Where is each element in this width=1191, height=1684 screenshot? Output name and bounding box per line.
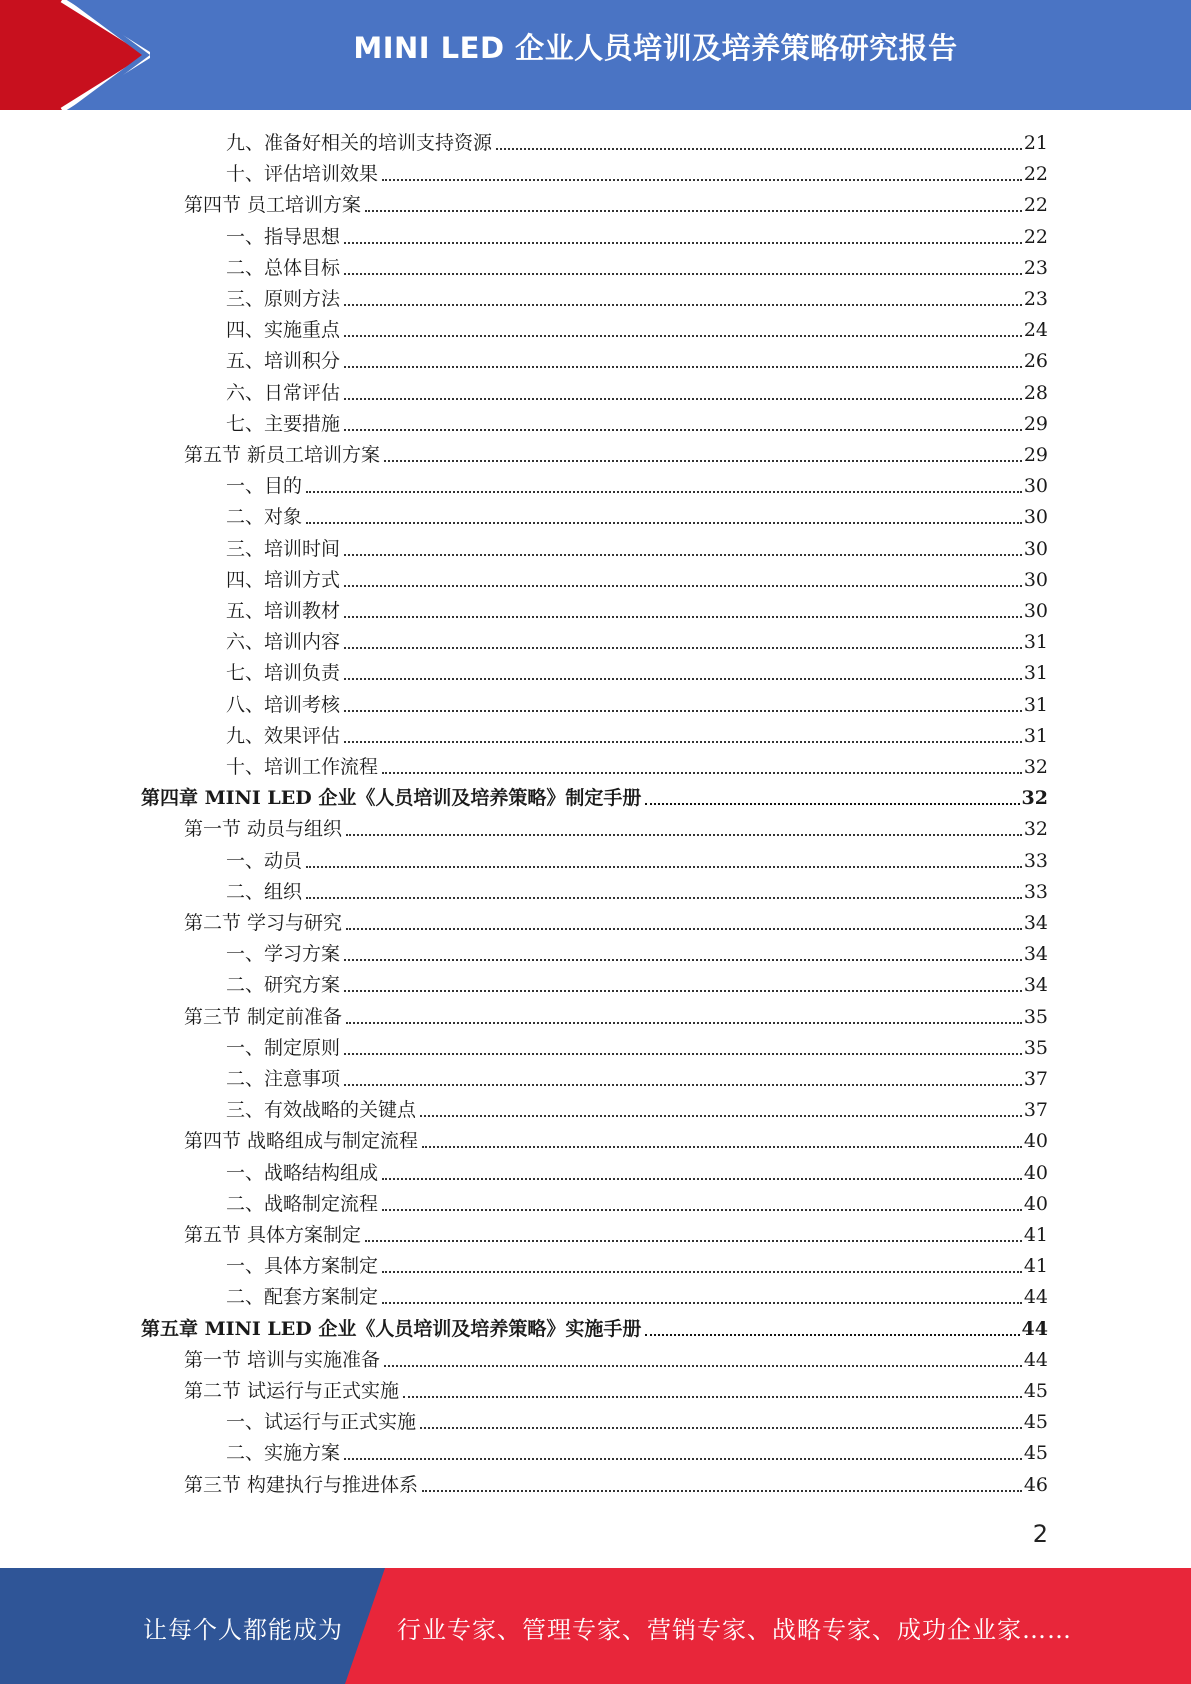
- toc-entry-label: 第一节 动员与组织: [184, 818, 343, 841]
- toc-dot-leader: [346, 928, 1022, 930]
- toc-entry-page: 37: [1023, 1068, 1048, 1090]
- toc-section-entry[interactable]: [184, 1344, 1048, 1372]
- toc-entry-label: 一、试运行与正式实施: [226, 1411, 417, 1434]
- toc-entry-page: 31: [1023, 631, 1048, 654]
- toc-section-entry[interactable]: [184, 1375, 1048, 1403]
- toc-subsection-entry[interactable]: [226, 377, 1048, 405]
- toc-entry-label: 六、培训内容: [226, 631, 341, 654]
- toc-dot-leader: [344, 242, 1022, 244]
- toc-entry-label: 第二节 试运行与正式实施: [184, 1380, 400, 1402]
- toc-entry-label: 一、具体方案制定: [226, 1255, 379, 1278]
- page-header: [0, 0, 1191, 110]
- toc-dot-leader: [365, 1240, 1022, 1242]
- toc-dot-leader: [403, 1396, 1022, 1398]
- toc-dot-leader: [382, 179, 1022, 181]
- toc-entry-page: 22: [1023, 194, 1048, 217]
- toc-entry-label: 七、培训负责: [226, 662, 341, 685]
- toc-subsection-entry[interactable]: [226, 345, 1048, 373]
- toc-chapter-entry[interactable]: [141, 1313, 1048, 1341]
- toc-subsection-entry[interactable]: [226, 1188, 1048, 1216]
- toc-entry-page: 30: [1023, 537, 1048, 560]
- toc-dot-leader: [382, 772, 1022, 774]
- page-footer: [0, 1568, 1191, 1684]
- toc-entry-page: 40: [1023, 1130, 1048, 1153]
- toc-dot-leader: [382, 1271, 1022, 1273]
- page-number: 2: [1032, 1520, 1048, 1548]
- toc-entry-page: 22: [1023, 163, 1048, 186]
- toc-entry-page: 40: [1023, 1161, 1048, 1184]
- toc-subsection-entry[interactable]: [226, 876, 1048, 904]
- toc-entry-label: 三、有效战略的关键点: [226, 1099, 417, 1122]
- toc-subsection-entry[interactable]: [226, 751, 1048, 779]
- toc-dot-leader: [420, 1115, 1022, 1117]
- toc-subsection-entry[interactable]: [226, 501, 1048, 529]
- toc-dot-leader: [344, 398, 1022, 400]
- toc-dot-leader: [344, 741, 1022, 743]
- toc-entry-page: 29: [1023, 444, 1048, 466]
- toc-section-entry[interactable]: [184, 813, 1048, 841]
- toc-entry-label: 十、培训工作流程: [226, 756, 379, 778]
- toc-entry-page: 45: [1023, 1442, 1048, 1465]
- toc-dot-leader: [344, 710, 1022, 712]
- toc-subsection-entry[interactable]: [226, 969, 1048, 997]
- toc-entry-page: 35: [1023, 1036, 1048, 1059]
- toc-dot-leader: [344, 1053, 1022, 1055]
- toc-dot-leader: [645, 1334, 1019, 1336]
- toc-entry-label: 第三节 构建执行与推进体系: [184, 1473, 419, 1496]
- toc-entry-label: 五、培训积分: [226, 350, 341, 373]
- toc-subsection-entry[interactable]: [226, 626, 1048, 654]
- toc-entry-page: 32: [1021, 787, 1048, 810]
- toc-entry-label: 二、总体目标: [226, 256, 341, 279]
- toc-entry-label: 九、效果评估: [226, 724, 341, 747]
- toc-entry-label: 三、原则方法: [226, 288, 341, 310]
- toc-entry-label: 二、组织: [226, 880, 303, 903]
- toc-entry-page: 32: [1023, 818, 1048, 841]
- toc-entry-label: 一、学习方案: [226, 943, 341, 966]
- toc-subsection-entry[interactable]: [226, 657, 1048, 685]
- toc-dot-leader: [344, 429, 1022, 431]
- toc-entry-label: 第二节 学习与研究: [184, 912, 343, 934]
- toc-subsection-entry[interactable]: [226, 845, 1048, 873]
- toc-section-entry[interactable]: [184, 1219, 1048, 1247]
- toc-entry-label: 第五章 MINI LED 企业《人员培训及培养策略》实施手册: [141, 1317, 642, 1340]
- toc-entry-page: 28: [1023, 381, 1048, 404]
- toc-dot-leader: [344, 1084, 1022, 1086]
- toc-entry-label: 第四节 员工培训方案: [184, 194, 362, 217]
- toc-dot-leader: [420, 1427, 1022, 1429]
- report-title: MINI LED 企业人员培训及培养策略研究报告: [353, 31, 958, 65]
- toc-section-entry[interactable]: [184, 1001, 1048, 1029]
- toc-entry-label: 四、培训方式: [226, 568, 341, 591]
- toc-section-entry[interactable]: [184, 439, 1048, 467]
- toc-dot-leader: [344, 554, 1022, 556]
- toc-entry-page: 33: [1023, 849, 1048, 872]
- toc-entry-label: 七、主要措施: [226, 412, 341, 435]
- toc-entry-page: 22: [1023, 225, 1048, 248]
- toc-entry-page: 37: [1023, 1099, 1048, 1122]
- toc-subsection-entry[interactable]: [226, 408, 1048, 436]
- toc-entry-page: 30: [1023, 506, 1048, 529]
- toc-dot-leader: [344, 366, 1022, 368]
- toc-entry-page: 34: [1023, 943, 1048, 966]
- toc-entry-label: 一、制定原则: [226, 1036, 341, 1059]
- footer-slogan-right: 行业专家、管理专家、营销专家、战略专家、成功企业家……: [397, 1616, 1072, 1644]
- toc-subsection-entry[interactable]: [226, 470, 1048, 498]
- toc-entry-label: 一、目的: [226, 475, 303, 498]
- toc-subsection-entry[interactable]: [226, 1250, 1048, 1278]
- toc-entry-page: 21: [1023, 132, 1048, 154]
- toc-dot-leader: [645, 803, 1019, 805]
- toc-subsection-entry[interactable]: [226, 127, 1048, 155]
- toc-entry-label: 二、战略制定流程: [226, 1192, 379, 1215]
- toc-subsection-entry[interactable]: [226, 1063, 1048, 1091]
- toc-subsection-entry[interactable]: [226, 1157, 1048, 1185]
- toc-entry-page: 31: [1023, 662, 1048, 685]
- toc-subsection-entry[interactable]: [226, 595, 1048, 623]
- toc-entry-label: 二、注意事项: [226, 1068, 341, 1090]
- toc-chapter-entry[interactable]: [141, 782, 1048, 810]
- toc-entry-label: 第五节 具体方案制定: [184, 1224, 362, 1246]
- toc-dot-leader: [344, 273, 1022, 275]
- toc-dot-leader: [344, 585, 1022, 587]
- toc-subsection-entry[interactable]: [226, 1406, 1048, 1434]
- toc-entry-page: 41: [1023, 1224, 1048, 1246]
- toc-section-entry[interactable]: [184, 907, 1048, 935]
- toc-subsection-entry[interactable]: [226, 314, 1048, 342]
- toc-entry-page: 31: [1023, 724, 1048, 747]
- toc-subsection-entry[interactable]: [226, 720, 1048, 748]
- toc-entry-label: 二、研究方案: [226, 974, 341, 997]
- toc-dot-leader: [344, 959, 1022, 961]
- toc-subsection-entry[interactable]: [226, 252, 1048, 280]
- toc-entry-label: 第四节 战略组成与制定流程: [184, 1130, 419, 1153]
- toc-dot-leader: [344, 678, 1022, 680]
- toc-dot-leader: [344, 616, 1022, 618]
- toc-entry-page: 29: [1023, 412, 1048, 435]
- toc-dot-leader: [496, 148, 1022, 150]
- toc-section-entry[interactable]: [184, 1125, 1048, 1153]
- toc-entry-page: 23: [1023, 256, 1048, 279]
- toc-entry-label: 二、对象: [226, 506, 303, 529]
- toc-dot-leader: [346, 1022, 1022, 1024]
- toc-entry-label: 一、指导思想: [226, 225, 341, 248]
- toc-entry-page: 30: [1023, 568, 1048, 591]
- toc-dot-leader: [422, 1146, 1022, 1148]
- toc-subsection-entry[interactable]: [226, 1437, 1048, 1465]
- toc-subsection-entry[interactable]: [226, 533, 1048, 561]
- toc-entry-label: 一、战略结构组成: [226, 1161, 379, 1184]
- toc-entry-page: 31: [1023, 693, 1048, 716]
- toc-dot-leader: [384, 1365, 1022, 1367]
- toc-subsection-entry[interactable]: [226, 283, 1048, 311]
- toc-dot-leader: [344, 647, 1022, 649]
- toc-entry-page: 32: [1023, 756, 1048, 778]
- toc-dot-leader: [365, 210, 1022, 212]
- toc-dot-leader: [422, 1490, 1022, 1492]
- toc-section-entry[interactable]: [184, 189, 1048, 217]
- toc-entry-label: 第四章 MINI LED 企业《人员培训及培养策略》制定手册: [141, 787, 642, 810]
- toc-entry-page: 26: [1023, 350, 1048, 373]
- toc-entry-page: 45: [1023, 1411, 1048, 1434]
- toc-entry-label: 五、培训教材: [226, 600, 341, 622]
- toc-dot-leader: [344, 304, 1022, 306]
- toc-entry-label: 八、培训考核: [226, 693, 341, 716]
- toc-entry-page: 30: [1023, 600, 1048, 622]
- toc-dot-leader: [306, 522, 1022, 524]
- toc-entry-label: 二、实施方案: [226, 1442, 341, 1465]
- toc-section-entry[interactable]: [184, 1469, 1048, 1497]
- toc-dot-leader: [384, 460, 1022, 462]
- toc-entry-page: 23: [1023, 288, 1048, 310]
- toc-entry-label: 第三节 制定前准备: [184, 1005, 343, 1028]
- toc-entry-page: 45: [1023, 1380, 1048, 1402]
- toc-entry-label: 十、评估培训效果: [226, 163, 379, 186]
- toc-dot-leader: [344, 990, 1022, 992]
- toc-entry-page: 35: [1023, 1005, 1048, 1028]
- toc-dot-leader: [382, 1209, 1022, 1211]
- toc-subsection-entry[interactable]: [226, 1032, 1048, 1060]
- toc-subsection-entry[interactable]: [226, 221, 1048, 249]
- toc-entry-label: 第一节 培训与实施准备: [184, 1348, 381, 1371]
- toc-dot-leader: [306, 897, 1022, 899]
- toc-entry-label: 四、实施重点: [226, 319, 341, 342]
- toc-dot-leader: [346, 834, 1022, 836]
- toc-entry-page: 40: [1023, 1192, 1048, 1215]
- toc-subsection-entry[interactable]: [226, 1094, 1048, 1122]
- toc-entry-page: 24: [1023, 319, 1048, 342]
- toc-entry-page: 44: [1023, 1286, 1048, 1309]
- toc-entry-page: 30: [1023, 475, 1048, 498]
- toc-dot-leader: [306, 866, 1022, 868]
- toc-entry-label: 一、动员: [226, 849, 303, 872]
- toc-dot-leader: [382, 1178, 1022, 1180]
- toc-entry-page: 34: [1023, 974, 1048, 997]
- toc-entry-label: 六、日常评估: [226, 381, 341, 404]
- toc-entry-page: 33: [1023, 880, 1048, 903]
- toc-entry-label: 三、培训时间: [226, 537, 341, 560]
- toc-entry-label: 二、配套方案制定: [226, 1286, 379, 1309]
- toc-entry-label: 九、准备好相关的培训支持资源: [226, 132, 493, 154]
- toc-entry-page: 44: [1023, 1348, 1048, 1371]
- toc-dot-leader: [306, 491, 1022, 493]
- toc-subsection-entry[interactable]: [226, 1281, 1048, 1309]
- toc-dot-leader: [344, 1458, 1022, 1460]
- toc-entry-page: 44: [1021, 1317, 1048, 1340]
- toc-entry-page: 46: [1023, 1473, 1048, 1496]
- toc-subsection-entry[interactable]: [226, 689, 1048, 717]
- toc-subsection-entry[interactable]: [226, 158, 1048, 186]
- toc-dot-leader: [382, 1302, 1022, 1304]
- toc-entry-page: 41: [1023, 1255, 1048, 1278]
- toc-subsection-entry[interactable]: [226, 938, 1048, 966]
- toc-dot-leader: [344, 335, 1022, 337]
- toc-entry-page: 34: [1023, 912, 1048, 934]
- toc-entry-label: 第五节 新员工培训方案: [184, 444, 381, 466]
- toc-subsection-entry[interactable]: [226, 564, 1048, 592]
- footer-slogan-left: 让每个人都能成为: [143, 1616, 343, 1644]
